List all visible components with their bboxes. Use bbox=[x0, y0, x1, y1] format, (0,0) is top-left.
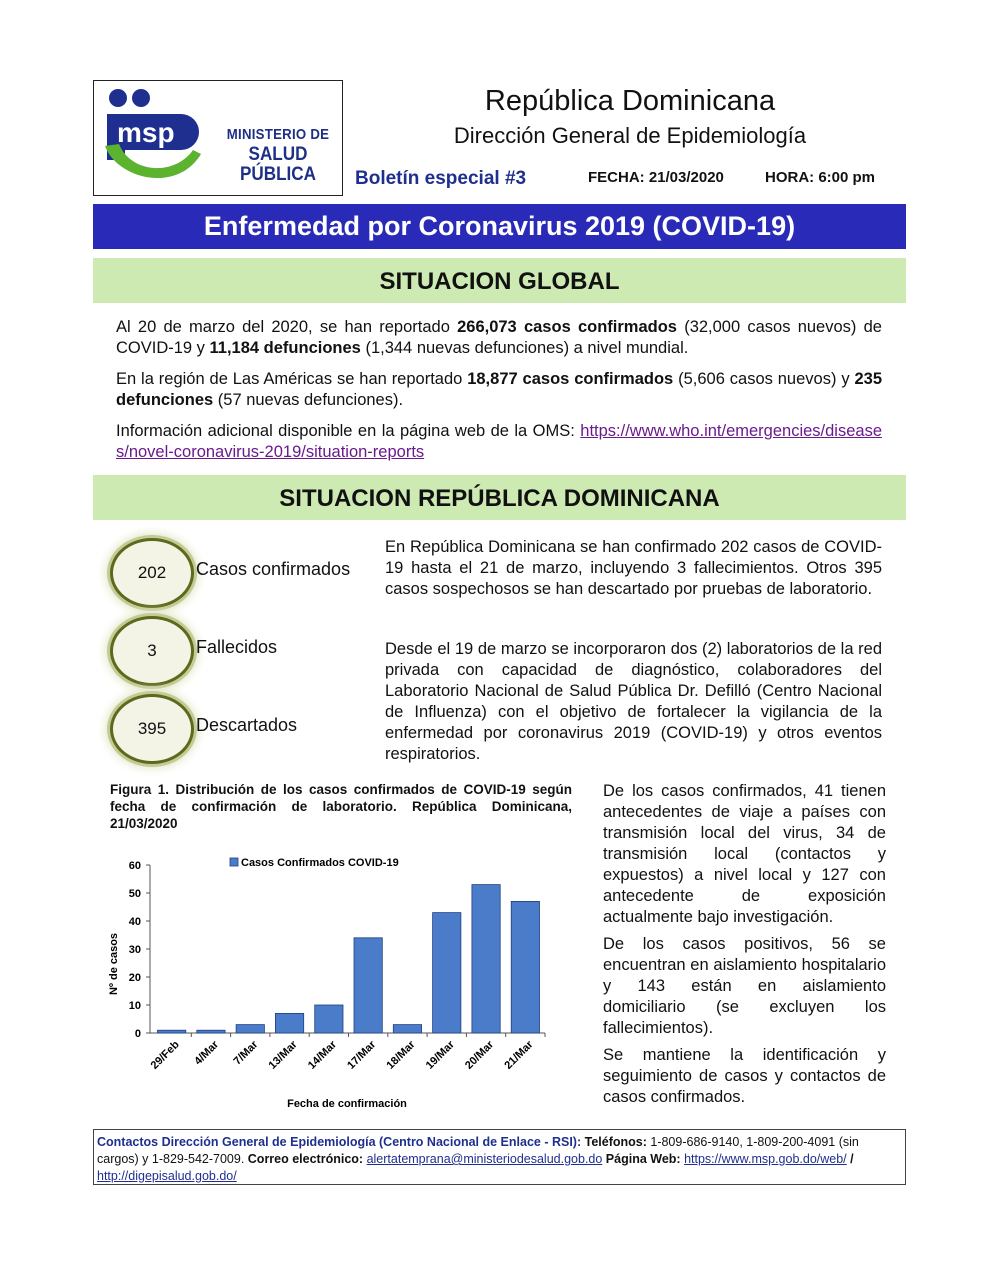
x-tick-label: 14/Mar bbox=[305, 1038, 339, 1072]
legend-label: Casos Confirmados COVID-19 bbox=[241, 857, 399, 869]
y-tick-label: 60 bbox=[128, 860, 141, 872]
x-tick-label: 19/Mar bbox=[423, 1038, 457, 1072]
bar bbox=[354, 938, 382, 1033]
confirmed-count-badge: 202 bbox=[110, 538, 194, 608]
x-tick-label: 13/Mar bbox=[266, 1038, 300, 1072]
global-paragraph-2: En la región de Las Américas se han reportado 18,877 casos confirmados (5,606 casos nuevos) y 235 defunciones (57 nuevas defunciones). bbox=[116, 370, 882, 409]
bar bbox=[197, 1030, 225, 1033]
global-paragraph-3: Información adicional disponible en la página web de la OMS: https://www.who.int/emergencies/diseases/novel-coronavirus-2019/situation-reports bbox=[116, 422, 882, 461]
who-link[interactable]: https://www.who.int/emergencies/diseases/novel-coronavirus-2019/situation-reports bbox=[116, 422, 882, 461]
y-tick-label: 20 bbox=[128, 972, 141, 984]
bar bbox=[433, 913, 461, 1033]
y-tick-label: 0 bbox=[134, 1028, 141, 1040]
global-section-heading: SITUACION GLOBAL bbox=[93, 258, 906, 303]
footer-web-link-1[interactable]: https://www.msp.gob.do/web/ bbox=[684, 1152, 847, 1166]
discarded-count-label: Descartados bbox=[196, 715, 298, 735]
global-paragraph-1: Al 20 de marzo del 2020, se han reportado 266,073 casos confirmados (32,000 casos nuevos) de COVID-19 y 11,184 defunciones (1,344 nuevas defunciones) a nivel mundial. bbox=[116, 318, 882, 357]
deaths-count-label: Fallecidos bbox=[196, 637, 278, 657]
footer-contacts-label: Contactos Dirección General de Epidemiología (Centro Nacional de Enlace - RSI): bbox=[97, 1135, 582, 1149]
x-tick-label: 29/Feb bbox=[148, 1038, 182, 1072]
bar bbox=[236, 1025, 264, 1033]
country-heading: República Dominicana bbox=[484, 85, 776, 117]
bar bbox=[275, 1013, 303, 1033]
date-label: FECHA: 21/03/2020 bbox=[588, 169, 724, 186]
x-tick-label: 4/Mar bbox=[192, 1038, 222, 1068]
deaths-count-badge: 3 bbox=[110, 616, 194, 686]
rd-section-heading: SITUACION REPÚBLICA DOMINICANA bbox=[93, 475, 906, 520]
x-tick-label: 7/Mar bbox=[231, 1038, 261, 1068]
footer-web-label: Página Web: bbox=[602, 1152, 681, 1166]
bar bbox=[158, 1030, 186, 1033]
bulletin-label: Boletín especial #3 bbox=[355, 168, 527, 189]
x-axis-label: Fecha de confirmación bbox=[287, 1098, 407, 1110]
bar bbox=[511, 901, 539, 1033]
y-tick-label: 30 bbox=[128, 944, 141, 956]
bar bbox=[315, 1005, 343, 1033]
rd-paragraph-1: En República Dominicana se han confirmado 202 casos de COVID-19 hasta el 21 de marzo, incluyendo 3 fallecimientos. Otros 395 casos sospechosos se han descartado por pruebas de laboratorio. bbox=[385, 538, 882, 598]
contact-footer: Contactos Dirección General de Epidemiología (Centro Nacional de Enlace - RSI): Teléfonos: 1-809-686-9140, 1-809-200-4091 (sin cargos) y 1-829-542-7009. Correo electrónico: alertatemprana@ministeriodesalud.gob.do Página Web: https://www.msp.gob.do/web/ / http://digepisalud.gob.do/ bbox=[93, 1129, 906, 1185]
x-tick-label: 20/Mar bbox=[463, 1038, 497, 1072]
logo-text-line1: MINISTERIO DE bbox=[226, 126, 330, 143]
cases-paragraph-3: Se mantiene la identificación y seguimiento de casos y contactos de casos confirmados. bbox=[603, 1046, 886, 1106]
cases-bar-chart bbox=[100, 845, 560, 1120]
legend-swatch bbox=[230, 858, 238, 866]
x-tick-label: 18/Mar bbox=[384, 1038, 418, 1072]
footer-web-link-2[interactable]: http://digepisalud.gob.do/ bbox=[97, 1169, 237, 1183]
direction-heading: Dirección General de Epidemiología bbox=[453, 123, 807, 148]
footer-phones-label: Teléfonos: bbox=[584, 1135, 647, 1149]
footer-email-link[interactable]: alertatemprana@ministeriodesalud.gob.do bbox=[366, 1152, 603, 1166]
time-label: HORA: 6:00 pm bbox=[765, 169, 876, 186]
footer-phones: 1-809-686-9140, 1-809-200-4091 (sin cargos) y 1-829-542-7009. bbox=[97, 1135, 859, 1166]
chart-bars bbox=[158, 885, 540, 1033]
y-tick-label: 40 bbox=[128, 916, 141, 928]
page-title: Enfermedad por Coronavirus 2019 (COVID-19) bbox=[93, 204, 906, 249]
x-tick-label: 21/Mar bbox=[502, 1038, 536, 1072]
bar bbox=[393, 1025, 421, 1033]
svg-text:msp: msp bbox=[117, 117, 175, 148]
discarded-count-badge: 395 bbox=[110, 694, 194, 764]
cases-paragraph-2: De los casos positivos, 56 se encuentran en aislamiento hospitalario y 143 están en aislamiento domiciliario (se excluyen los fallecimientos). bbox=[603, 935, 886, 1037]
msp-logo-icon bbox=[97, 84, 215, 192]
logo-text-line2: SALUD PÚBLICA bbox=[239, 144, 316, 185]
y-axis-label: Nº de casos bbox=[108, 932, 120, 996]
logo bbox=[93, 80, 343, 196]
rd-paragraph-2: Desde el 19 de marzo se incorporaron dos (2) laboratorios de la red privada con capacidad de diagnóstico, colaboradores del Laboratorio Nacional de Salud Pública Dr. Defilló (Centro Nacional de Influenza) con el objetivo de fortalecer la vigilancia de la enfermedad por coronavirus 2019 (COVID-19) y otros eventos respiratorios. bbox=[385, 640, 882, 763]
confirmed-count-label: Casos confirmados bbox=[196, 559, 351, 579]
x-tick-label: 17/Mar bbox=[345, 1038, 379, 1072]
y-tick-label: 50 bbox=[128, 888, 141, 900]
bar bbox=[472, 885, 500, 1033]
figure-caption: Figura 1. Distribución de los casos confirmados de COVID-19 según fecha de confirmación de laboratorio. República Dominicana, 21/03/2020 bbox=[110, 782, 572, 831]
footer-email-label: Correo electrónico: bbox=[247, 1152, 364, 1166]
y-tick-label: 10 bbox=[128, 1000, 141, 1012]
cases-paragraph-1: De los casos confirmados, 41 tienen antecedentes de viaje a países con transmisión local del virus, 34 de transmisión local (contactos y expuestos) a nivel local y 127 con antecedente de exposición actualmente bajo investigación. bbox=[603, 782, 886, 926]
